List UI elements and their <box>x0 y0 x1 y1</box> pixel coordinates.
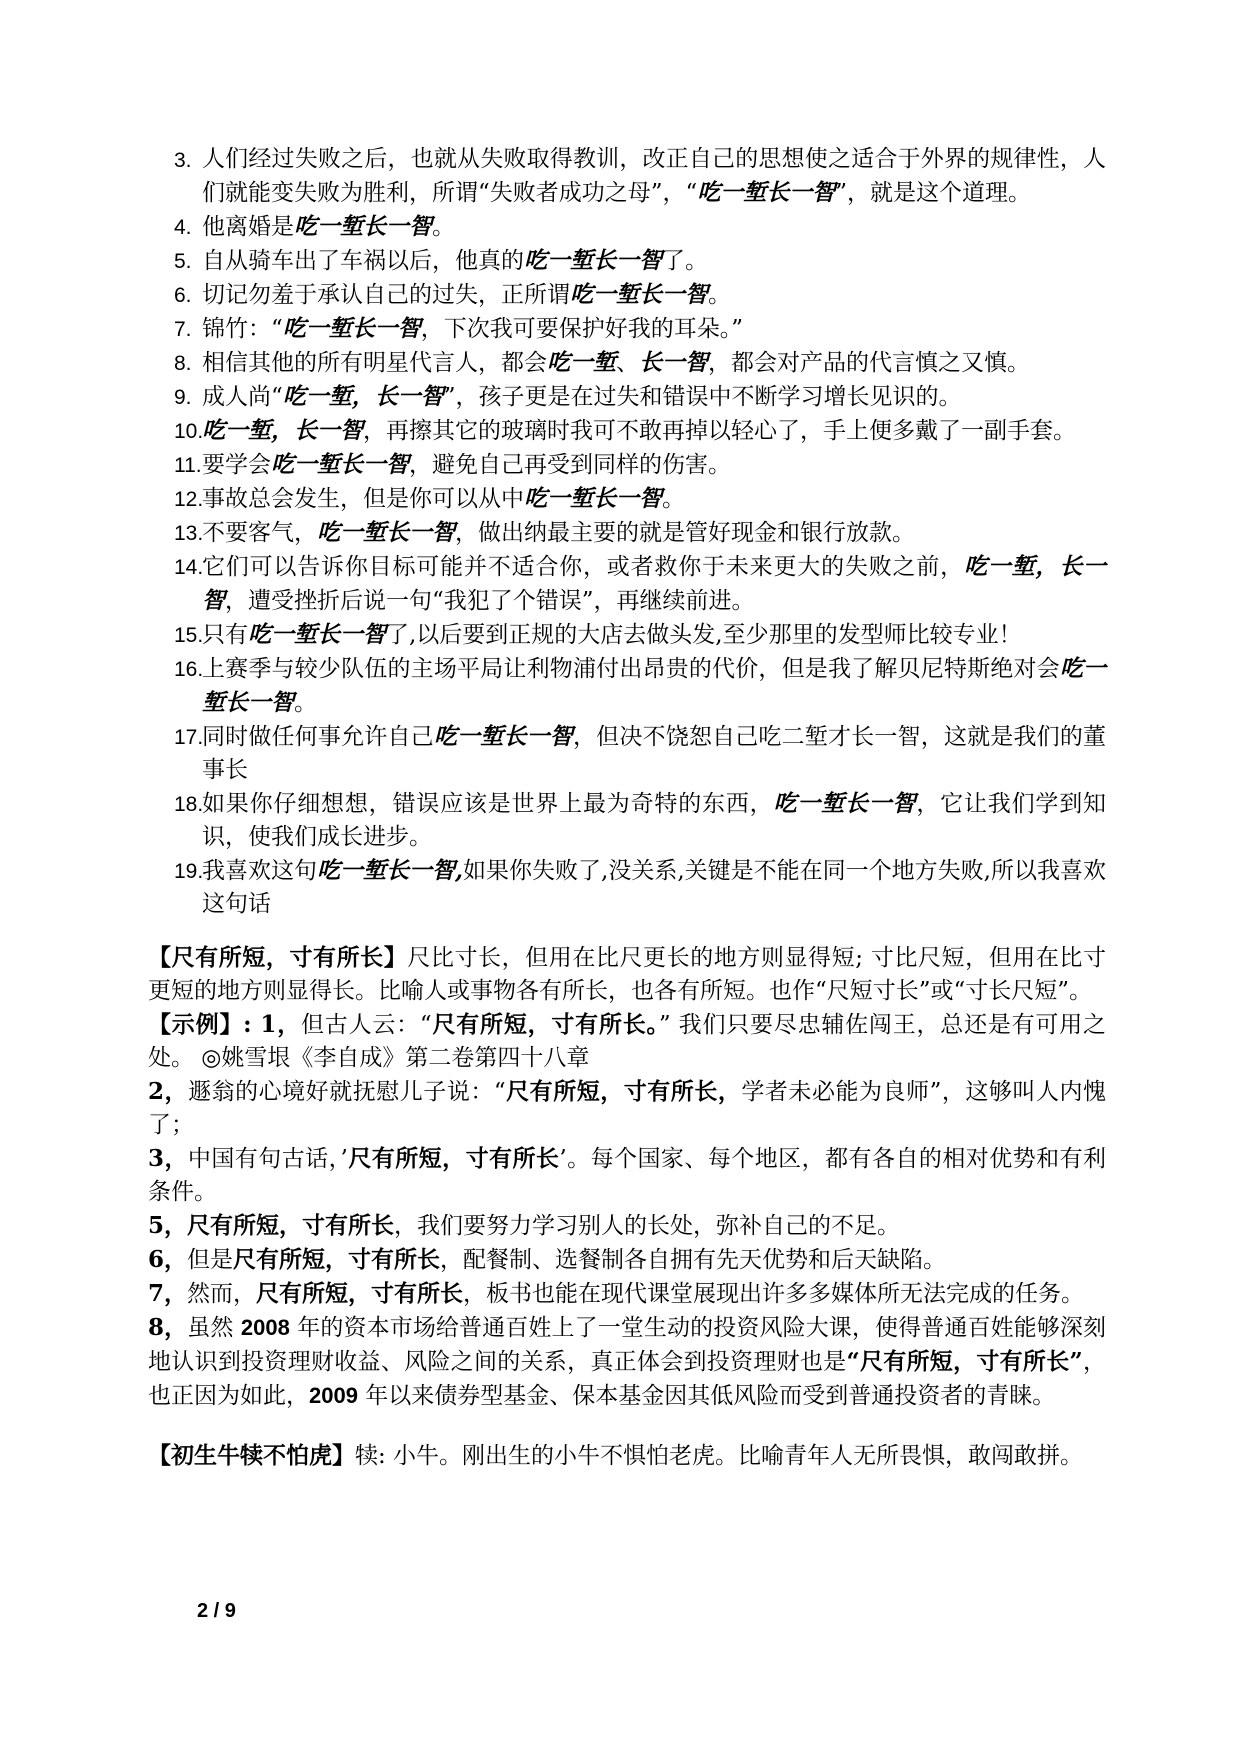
list-item <box>148 516 1106 550</box>
list-item-number: 19. <box>174 860 204 883</box>
text-segment: 【示例】: 1， <box>148 1011 301 1038</box>
list-item-number: 8. <box>174 352 192 375</box>
text-segment: 7， <box>148 1280 188 1307</box>
idiom-example-list <box>148 143 1106 921</box>
list-item <box>148 143 1106 210</box>
text-segment: ，遭受挫折后说一句“我犯了个错误”，再继续前进。 <box>225 588 755 614</box>
list-item-number: 5. <box>174 250 192 273</box>
list-item <box>148 652 1106 720</box>
list-item-text <box>202 146 1106 206</box>
section-paragraph <box>148 1142 1106 1209</box>
section <box>148 941 1106 1413</box>
list-item <box>148 380 1106 414</box>
text-segment: 8， <box>148 1314 188 1341</box>
text-segment: 、 <box>616 350 639 376</box>
text-segment: ，下次我可要保护好我的耳朵。” <box>420 316 744 342</box>
text-segment: 3， <box>148 1145 188 1172</box>
text-segment: 2008 <box>240 1315 290 1340</box>
text-segment: 。 <box>294 690 317 716</box>
list-item-number: 18. <box>174 793 204 816</box>
text-segment: 尺有所短，寸有所长， <box>505 1078 742 1105</box>
text-segment: 人们经过失败之后，也就从失败取得教训，改正自己的思想使之适合于外界的规律性，人们就能变失败为胜利，所谓“失败者成功之母”，“ <box>202 146 1106 206</box>
section <box>148 1439 1106 1473</box>
list-item <box>148 482 1106 516</box>
text-segment: 锦竹：“ <box>202 316 283 342</box>
text-segment: “尺有所短，寸有所长” <box>846 1348 1083 1375</box>
text-segment: 2， <box>148 1078 189 1105</box>
text-segment: 吃一堑长一智 <box>433 723 573 750</box>
text-segment: ，我们要努力学习别人的长处，弥补自己的不足。 <box>394 1213 901 1239</box>
list-item <box>148 854 1106 921</box>
list-item-number: 17. <box>174 726 204 749</box>
list-item-number: 10. <box>174 420 204 443</box>
list-item-number: 11. <box>174 454 202 477</box>
text-segment: 切记勿羞于承认自己的过失，正所谓 <box>202 282 570 308</box>
text-segment: ”，孩子更是在过失和错误中不断学习增长见识的。 <box>443 384 962 410</box>
text-segment: 了。 <box>662 248 708 274</box>
list-item-number: 12. <box>174 488 204 511</box>
text-segment: ，但决不饶恕自己吃二堑才长一智，这就是我们的董事长 <box>202 724 1107 783</box>
list-item-text <box>202 316 743 342</box>
text-segment: 学者未必能为良师”，这够叫人内愧了； <box>148 1079 1106 1138</box>
text-segment: 但是 <box>187 1247 234 1273</box>
text-segment: 上赛季与较少队伍的主场平局让利物浦付出昂贵的代价，但是我了解贝尼特斯绝对会 <box>202 656 1060 682</box>
text-segment: 我喜欢这句 <box>202 858 318 884</box>
section-paragraph <box>148 1209 1106 1243</box>
text-segment: 吃一堑，长一智 <box>202 417 363 444</box>
text-segment: 自从骑车出了车祸以后，他真的 <box>202 248 524 274</box>
list-item <box>148 787 1106 854</box>
list-item <box>148 618 1106 652</box>
list-item-number: 15. <box>174 624 204 647</box>
text-segment: 长一智 <box>639 349 708 376</box>
list-item-number: 4. <box>174 216 192 239</box>
text-segment: 2009 <box>309 1383 358 1408</box>
list-item-text <box>202 520 915 546</box>
text-segment: 了,以后要到正规的大店去做头发,至少那里的发型师比较专业！ <box>386 622 1022 648</box>
text-segment: 尺有所短，寸有所长 <box>256 1280 464 1307</box>
text-segment: 要学会 <box>202 452 271 478</box>
text-segment: 。 <box>708 282 731 308</box>
text-segment: 【初生牛犊不怕虎】 <box>148 1442 355 1469</box>
text-segment: 吃一堑长一智 <box>697 179 836 206</box>
text-segment: 吃一堑长一智 <box>317 519 455 546</box>
text-segment: 。 <box>432 214 455 240</box>
text-segment: 年以来债券型基金、保本基金因其低风险而受到普通投资者的青睐。 <box>357 1383 1056 1409</box>
text-segment: 吃一堑长一智 <box>294 213 432 240</box>
text-segment: 年的资本市场给普通百姓上了一堂生动的投资风险大课，使得普通百姓能够深刻地认识到投资理财收益、风险之间的关系，真正体会到投资理财也是 <box>148 1315 1107 1375</box>
section-paragraph <box>148 1243 1106 1277</box>
list-item <box>148 550 1106 618</box>
text-segment: 尺有所短，寸有所长。 <box>431 1011 659 1038</box>
list-item <box>148 414 1106 448</box>
text-segment: 吃一堑长一智, <box>317 857 464 884</box>
text-segment: 相信其他的所有明星代言人，都会 <box>202 350 547 376</box>
text-segment: 吃一堑长一智 <box>570 281 708 308</box>
text-segment: 尺有所短，寸有所长 <box>233 1246 441 1273</box>
text-segment: 尺有所短，寸有所长 <box>347 1145 560 1172</box>
list-item-text <box>202 486 685 512</box>
list-item-text <box>202 622 1022 648</box>
text-segment: 犊: 小牛。刚出生的小牛不惧怕老虎。比喻青年人无所畏惧，敢闯敢拼。 <box>355 1443 1084 1469</box>
text-segment: 吃一堑，长一智 <box>282 383 444 410</box>
text-segment: 然而， <box>187 1281 257 1307</box>
section-paragraph <box>148 1075 1106 1142</box>
text-segment: ”，就是这个道理。 <box>835 180 1032 206</box>
list-item-number: 3. <box>174 149 192 172</box>
list-item-text <box>202 350 1030 376</box>
text-segment: 同时做任何事允许自己 <box>202 724 434 750</box>
text-segment: 不要客气， <box>202 520 317 546</box>
list-item-text <box>202 791 1106 850</box>
text-segment: ，也正因为如此， <box>148 1349 1106 1409</box>
list-item-number: 9. <box>174 386 192 409</box>
text-segment: ’。每个国家、每个地区，都有各自的相对优势和有利条件。 <box>148 1146 1107 1205</box>
list-item <box>148 244 1106 278</box>
text-segment: ，它让我们学到知识，使我们成长进步。 <box>202 791 1107 850</box>
list-item-text <box>202 452 731 478</box>
section-paragraph <box>148 1277 1106 1311</box>
section-paragraph <box>148 941 1106 1008</box>
section-paragraph <box>148 1311 1106 1413</box>
text-segment: ” 我们只要尽忠辅佐闯王，总还是有可用之处。 ◎姚雪垠《李自成》第二卷第四十八章 <box>148 1012 1106 1071</box>
list-item-text <box>202 724 1106 783</box>
text-segment: 吃一堑长一智 <box>282 315 421 342</box>
text-segment: 中国有句古话，’ <box>187 1146 348 1172</box>
text-segment: 成人尚“ <box>202 384 283 410</box>
text-segment: 但古人云：“ <box>301 1012 432 1038</box>
text-segment: 5，尺有所短，寸有所长 <box>148 1212 395 1239</box>
list-item-text <box>202 418 1076 444</box>
text-segment: ，再擦其它的玻璃时我可不敢再掉以轻心了，手上便多戴了一副手套。 <box>363 418 1076 444</box>
text-segment: ，做出纳最主要的就是管好现金和银行放款。 <box>455 520 915 546</box>
list-item-text <box>202 384 962 410</box>
text-segment: ，配餐制、选餐制各自拥有先天优势和后天缺陷。 <box>440 1247 947 1273</box>
list-item <box>148 448 1106 482</box>
list-item <box>148 210 1106 244</box>
text-segment: 吃一堑长一智 <box>202 655 1107 716</box>
list-item-text <box>202 248 708 274</box>
list-item <box>148 720 1106 787</box>
text-segment: ，板书也能在现代课堂展现出许多多媒体所无法完成的任务。 <box>463 1281 1085 1307</box>
text-segment: ，都会对产品的代言慎之又慎。 <box>708 350 1030 376</box>
list-item-text <box>202 282 731 308</box>
list-item-text <box>202 214 455 240</box>
text-segment: 如果你失败了,没关系,关键是不能在同一个地方失败,所以我喜欢这句话 <box>202 858 1106 917</box>
text-segment: 如果你仔细想想，错误应该是世界上最为奇特的东西， <box>202 791 774 817</box>
list-item-text <box>202 656 1106 716</box>
section-paragraph <box>148 1008 1106 1075</box>
text-segment: 事故总会发生，但是你可以从中 <box>202 486 524 512</box>
list-item <box>148 312 1106 346</box>
list-item <box>148 346 1106 380</box>
section-paragraph <box>148 1439 1106 1473</box>
text-segment: 吃一堑 <box>547 349 616 376</box>
list-item-number: 6. <box>174 284 192 307</box>
text-segment: 它们可以告诉你目标可能并不适合你，或者救你于未来更大的失败之前， <box>202 554 964 580</box>
list-item-text <box>202 554 1106 614</box>
text-segment: 吃一堑长一智 <box>248 621 386 648</box>
list-item-text <box>202 858 1106 917</box>
text-segment: 吃一堑长一智 <box>524 247 662 274</box>
list-item-number: 14. <box>174 556 204 579</box>
text-segment: 。 <box>662 486 685 512</box>
text-segment: 吃一堑长一智 <box>524 485 662 512</box>
sections <box>148 941 1106 1473</box>
page-content <box>148 143 1106 1473</box>
text-segment: 6， <box>148 1246 188 1273</box>
text-segment: 吃一堑长一智 <box>271 451 409 478</box>
list-item-number: 13. <box>174 522 204 545</box>
text-segment: ，避免自己再受到同样的伤害。 <box>409 452 731 478</box>
text-segment: 吃一堑，长一智 <box>202 553 1107 614</box>
list-item <box>148 278 1106 312</box>
text-segment: 他离婚是 <box>202 214 294 240</box>
text-segment: 虽然 <box>187 1315 241 1341</box>
text-segment: 吃一堑长一智 <box>773 790 917 817</box>
text-segment: 尺比寸长，但用在比尺更长的地方则显得短; 寸比尺短，但用在比寸更短的地方则显得长。比喻人或事物各有所长，也各有所短。也作“尺短寸长”或“寸长尺短”。 <box>148 945 1107 1004</box>
text-segment: 遯翁的心境好就抚慰儿子说：“ <box>188 1079 506 1105</box>
text-segment: 只有 <box>202 622 248 648</box>
list-item-number: 7. <box>174 318 192 341</box>
page-number-footer: 2 / 9 <box>197 1600 236 1622</box>
text-segment: 【尺有所短，寸有所长】 <box>148 944 408 971</box>
list-item-number: 16. <box>174 658 204 681</box>
